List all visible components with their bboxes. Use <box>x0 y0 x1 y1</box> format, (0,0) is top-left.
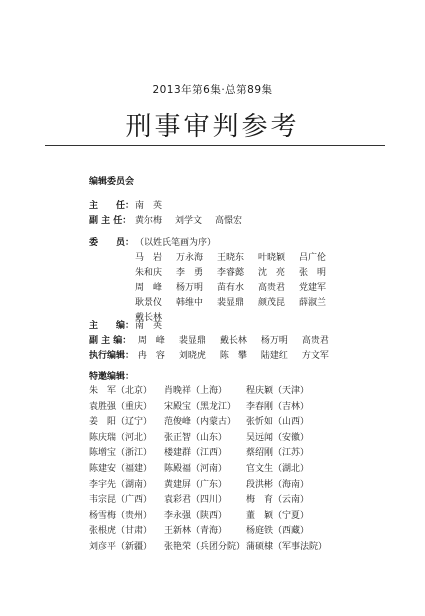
special-editor-entry: 杨庭铁（西藏） <box>246 526 310 537</box>
special-editor-row <box>89 509 327 525</box>
special-editor-entry: 李春刚（吉林） <box>246 401 310 412</box>
special-editor-entry: 陈殿福（河南） <box>164 463 228 474</box>
special-editor-entry: 朱 军（北京） <box>89 386 153 396</box>
member-row <box>89 281 340 296</box>
exec-editor-name: 刘晓虎 <box>178 351 206 361</box>
deputy-director-label: 副 主 任： <box>89 216 132 226</box>
special-editor-entry: 杨雪梅（贵州） <box>89 510 153 521</box>
exec-editor-name: 方文军 <box>301 351 329 361</box>
members-label-row <box>89 236 340 251</box>
member-name: 高贵君 <box>258 283 286 293</box>
special-editor-entry: 袁彩君（四川） <box>164 495 228 506</box>
member-row <box>89 251 340 266</box>
special-editor-entry: 李宇先（湖南） <box>89 479 153 490</box>
chief-editor-label: 主 编： <box>89 321 135 331</box>
member-name: 杨万明 <box>176 283 204 293</box>
special-editor-entry: 张根虎（甘肃） <box>89 526 153 537</box>
committee-heading: 编辑委员会 <box>89 177 135 187</box>
special-editor-entry: 张正智（山东） <box>164 432 228 443</box>
members-block <box>89 236 340 326</box>
director-label: 主 任： <box>89 201 135 211</box>
special-editors-heading: 特邀编辑： <box>89 372 135 382</box>
member-name: 耿景仪 <box>135 298 163 308</box>
chief-editor-row <box>89 319 343 334</box>
special-editors-list <box>89 384 327 556</box>
deputy-director-name: 黄尔梅 <box>135 216 163 226</box>
member-name: 马 岩 <box>135 253 163 263</box>
special-editor-entry: 王新林（青海） <box>164 526 228 537</box>
special-editor-entry: 梅 育（云南） <box>246 495 310 506</box>
deputy-editor-label: 副 主 编： <box>89 336 132 346</box>
member-name: 戴长林 <box>135 313 163 323</box>
member-name: 颜茂昆 <box>258 298 286 308</box>
special-editor-row <box>89 493 327 509</box>
exec-editor-label: 执行编辑： <box>89 351 135 361</box>
special-editor-entry: 陈建安（福建） <box>89 463 153 474</box>
editorial-block <box>89 319 343 364</box>
member-name: 叶晓颖 <box>258 253 286 263</box>
member-name: 李 勇 <box>176 268 204 278</box>
member-name: 李睿懿 <box>217 268 245 278</box>
member-rows <box>89 251 340 326</box>
special-editor-entry: 楼建群（江西） <box>164 448 228 459</box>
member-name: 裴显鼎 <box>217 298 245 308</box>
special-editor-row <box>89 540 327 556</box>
exec-editor-row <box>89 349 343 364</box>
member-name: 薛淑兰 <box>299 298 327 308</box>
special-editor-row <box>89 400 327 416</box>
special-editor-entry: 蒲硕棣（军事法院） <box>246 541 328 552</box>
exec-editor-name: 陈 攀 <box>219 351 247 361</box>
member-name: 朱和庆 <box>135 268 163 278</box>
special-editor-entry: 陈庆瑞（河北） <box>89 432 153 443</box>
member-row <box>89 296 340 311</box>
special-editor-entry: 肖晚祥（上海） <box>164 386 228 396</box>
special-editor-entry: 姜 阳（辽宁） <box>89 417 153 428</box>
member-name: 万永海 <box>176 253 204 263</box>
special-editor-entry: 袁胜强（重庆） <box>89 401 153 412</box>
member-name: 沈 亮 <box>258 268 286 278</box>
member-name: 苗有水 <box>217 283 245 293</box>
special-editor-entry: 刘彦平（新疆） <box>89 541 153 552</box>
members-label: 委 员： <box>89 238 135 248</box>
special-editor-row <box>89 384 327 400</box>
exec-editor-name: 陆建红 <box>260 351 288 361</box>
book-title: 刑事审判参考 <box>125 112 300 142</box>
title-divider <box>45 145 385 146</box>
members-note: （以姓氏笔画为序） <box>135 238 217 248</box>
deputy-editor-row <box>89 334 343 349</box>
deputy-editor-name: 戴长林 <box>219 336 247 346</box>
deputy-editor-name: 周 峰 <box>137 336 165 346</box>
special-editor-entry: 官文生（湖北） <box>246 463 310 474</box>
special-editor-entry: 黄建屏（广东） <box>164 479 228 490</box>
chief-editor-name: 南 英 <box>135 321 163 331</box>
deputy-director-name: 高憬宏 <box>215 216 243 226</box>
member-name: 韩维中 <box>176 298 204 308</box>
member-name: 张 明 <box>299 268 327 278</box>
special-editor-entry: 张艳荣（兵团分院） <box>164 541 246 552</box>
committee-block <box>89 199 242 229</box>
special-editor-entry: 董 颖（宁夏） <box>246 510 310 521</box>
special-editor-row <box>89 446 327 462</box>
issue-line: 2013年第6集·总第89集 <box>152 84 273 96</box>
special-editor-entry: 段洪彬（海南） <box>246 479 310 490</box>
deputy-director-name: 刘学文 <box>175 216 203 226</box>
special-editor-entry: 吴远闻（安徽） <box>246 432 310 443</box>
special-editor-entry: 李永强（陕西） <box>164 510 228 521</box>
special-editor-entry: 蔡绍刚（江苏） <box>246 448 310 459</box>
special-editor-row <box>89 431 327 447</box>
member-name: 党建军 <box>299 283 327 293</box>
director-name: 南 英 <box>135 201 163 211</box>
special-editor-row <box>89 524 327 540</box>
member-name: 吕广伦 <box>299 253 327 263</box>
director-row <box>89 199 242 214</box>
member-name: 周 峰 <box>135 283 163 293</box>
deputy-director-row <box>89 214 242 229</box>
special-editor-entry: 陈增宝（浙江） <box>89 448 153 459</box>
special-editor-entry: 张忻如（山西） <box>246 417 310 428</box>
special-editor-row <box>89 462 327 478</box>
deputy-editor-name: 裴显鼎 <box>178 336 206 346</box>
special-editor-entry: 范俊峰（内蒙古） <box>164 417 237 428</box>
special-editor-entry: 韦宗昆（广西） <box>89 495 153 506</box>
deputy-editor-name: 高贵君 <box>301 336 329 346</box>
exec-editor-name: 冉 容 <box>137 351 165 361</box>
special-editor-entry: 宋殿宝（黑龙江） <box>164 401 237 412</box>
special-editor-entry: 程庆颖（天津） <box>246 386 310 396</box>
special-editor-row <box>89 415 327 431</box>
member-row <box>89 266 340 281</box>
deputy-editor-name: 杨万明 <box>260 336 288 346</box>
member-name: 王晓东 <box>217 253 245 263</box>
special-editor-row <box>89 478 327 494</box>
